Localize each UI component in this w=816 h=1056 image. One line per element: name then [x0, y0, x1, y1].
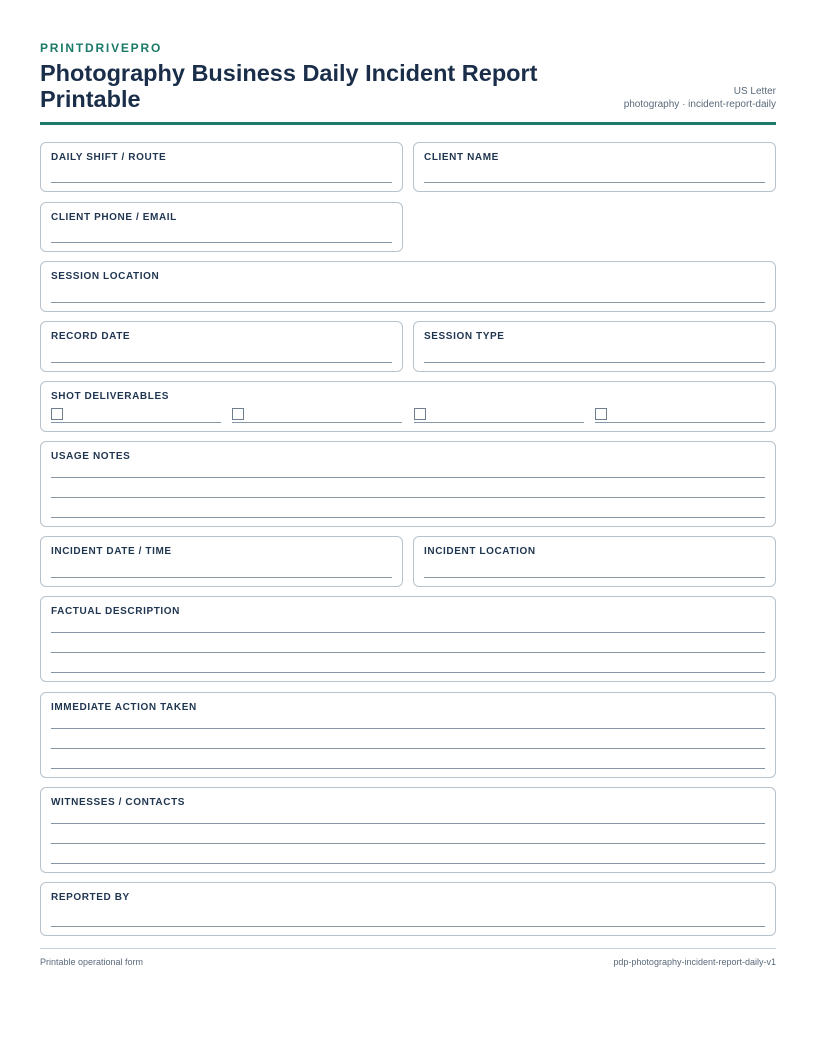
page-meta	[624, 85, 776, 111]
deliverable-option	[232, 407, 402, 423]
client-name-label: CLIENT NAME	[424, 152, 499, 163]
session-location-input[interactable]	[51, 302, 765, 303]
brand-name: PRINTDRIVEPRO	[40, 41, 163, 55]
incident-location-input[interactable]	[424, 577, 765, 578]
deliverable-checkbox[interactable]	[51, 408, 63, 420]
reported-by-input[interactable]	[51, 926, 765, 927]
witnesses-box	[40, 787, 776, 873]
footer-label: Printable operational form	[40, 957, 144, 967]
incident-location-box	[413, 536, 776, 587]
client-contact-box	[40, 202, 403, 252]
deliverable-option	[595, 407, 765, 423]
reported-by-box	[40, 882, 776, 936]
paper-size: US Letter	[733, 86, 776, 97]
usage-notes-line[interactable]	[51, 517, 765, 518]
session-location-label: SESSION LOCATION	[51, 271, 160, 282]
client-contact-label: CLIENT PHONE / EMAIL	[51, 212, 177, 223]
incident-location-label: INCIDENT LOCATION	[424, 546, 536, 557]
factual-description-line[interactable]	[51, 632, 765, 633]
deliverable-option	[414, 407, 584, 423]
usage-notes-line[interactable]	[51, 477, 765, 478]
shot-deliverables-label: SHOT DELIVERABLES	[51, 391, 169, 402]
incident-datetime-label: INCIDENT DATE / TIME	[51, 546, 172, 557]
deliverable-checkbox[interactable]	[232, 408, 244, 420]
header-rule	[40, 122, 776, 125]
factual-description-line[interactable]	[51, 652, 765, 653]
session-type-box	[413, 321, 776, 372]
immediate-action-line[interactable]	[51, 768, 765, 769]
record-date-input[interactable]	[51, 362, 392, 363]
daily-shift-label: DAILY SHIFT / ROUTE	[51, 152, 167, 163]
session-type-input[interactable]	[424, 362, 765, 363]
incident-datetime-input[interactable]	[51, 577, 392, 578]
shot-deliverables-box	[40, 381, 776, 432]
form-page	[40, 0, 776, 1056]
client-contact-input[interactable]	[51, 242, 392, 243]
form-tags: photography · incident-report-daily	[623, 99, 776, 110]
deliverables-checkbox-row	[51, 407, 765, 423]
immediate-action-line[interactable]	[51, 728, 765, 729]
factual-description-box	[40, 596, 776, 682]
reported-by-label: REPORTED BY	[51, 892, 130, 903]
witnesses-line[interactable]	[51, 843, 765, 844]
footer-rule	[40, 948, 776, 949]
factual-description-line[interactable]	[51, 672, 765, 673]
deliverable-checkbox[interactable]	[595, 408, 607, 420]
session-location-box	[40, 261, 776, 312]
usage-notes-label: USAGE NOTES	[51, 451, 131, 462]
witnesses-line[interactable]	[51, 823, 765, 824]
session-type-label: SESSION TYPE	[424, 331, 505, 342]
immediate-action-label: IMMEDIATE ACTION TAKEN	[51, 702, 197, 713]
immediate-action-box	[40, 692, 776, 778]
daily-shift-box	[40, 142, 403, 192]
daily-shift-input[interactable]	[51, 182, 392, 183]
incident-datetime-box	[40, 536, 403, 587]
deliverable-checkbox[interactable]	[414, 408, 426, 420]
usage-notes-line[interactable]	[51, 497, 765, 498]
witnesses-label: WITNESSES / CONTACTS	[51, 797, 186, 808]
client-name-input[interactable]	[424, 182, 765, 183]
usage-notes-box	[40, 441, 776, 527]
deliverable-option	[51, 407, 221, 423]
factual-description-label: FACTUAL DESCRIPTION	[51, 606, 180, 617]
witnesses-line[interactable]	[51, 863, 765, 864]
immediate-action-line[interactable]	[51, 748, 765, 749]
record-date-box	[40, 321, 403, 372]
page-title: Photography Business Daily Incident Report Printable	[40, 60, 538, 112]
client-name-box	[413, 142, 776, 192]
form-id: pdp-photography-incident-report-daily-v1	[613, 957, 776, 967]
record-date-label: RECORD DATE	[51, 331, 131, 342]
